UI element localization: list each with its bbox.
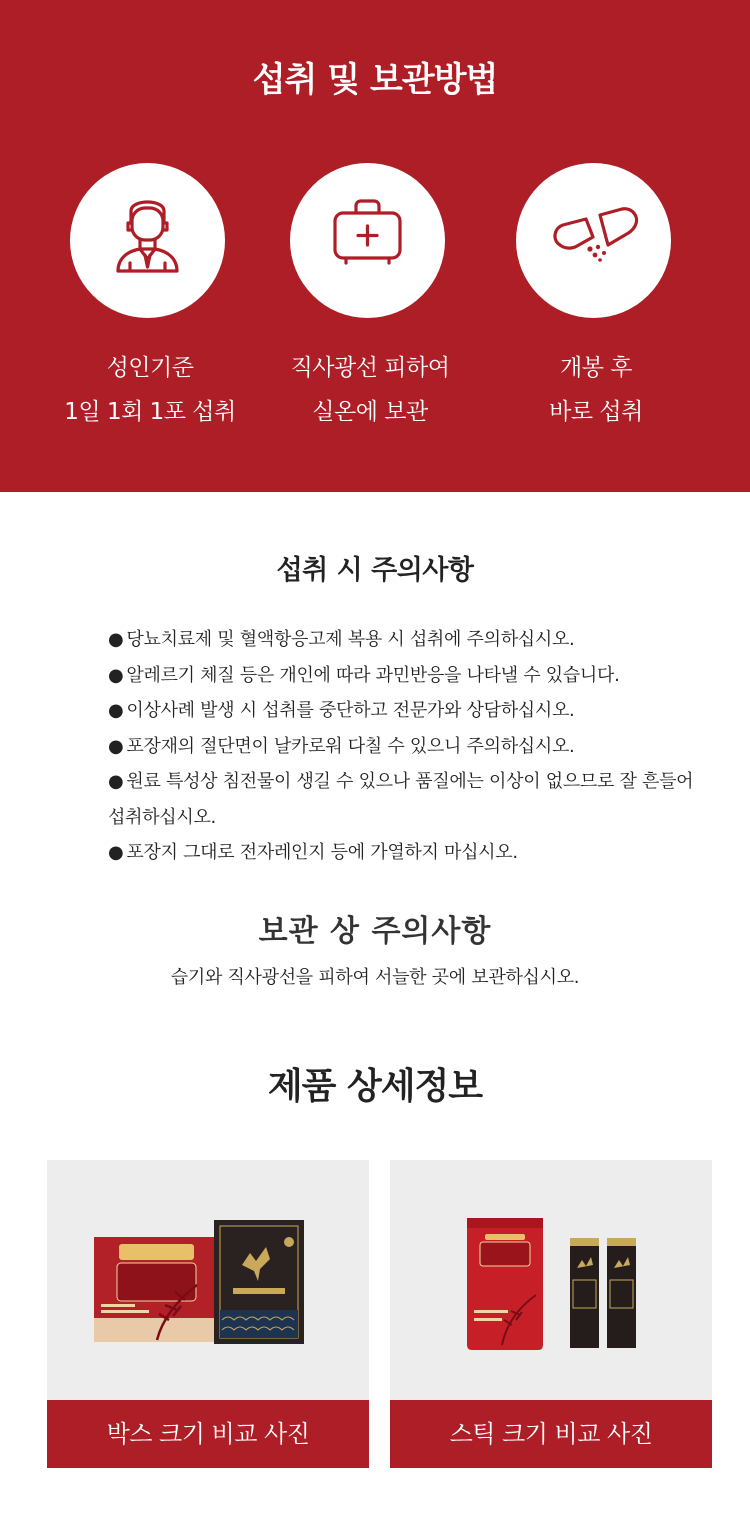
usage-title: 섭취 및 보관방법 [252,60,498,100]
usage-item-person [70,163,225,318]
product-card-box [47,1160,369,1468]
storage-title: 보관 상 주의사항 [258,914,492,949]
usage-item-kit [290,163,445,318]
caution-item: ● 원료 특성상 침전물이 생길 수 있으나 품질에는 이상이 없으므로 잘 흔들어 섭취하십시오. [108,764,698,835]
card-label: 스틱 크기 비교 사진 [390,1400,712,1468]
broken-capsule-icon [516,163,671,318]
caution-list [108,622,698,871]
usage-caption-capsule [481,346,711,434]
usage-item-capsule [516,163,671,318]
caution-item: ● 당뇨치료제 및 혈액항응고제 복용 시 섭취에 주의하십시오. [108,622,698,658]
storage-text: 습기와 직사광선을 피하여 서늘한 곳에 보관하십시오. [170,967,580,988]
usage-caption-line2: 1일 1회 1포 섭취 [64,399,236,425]
caution-item: ● 포장지 그대로 전자레인지 등에 가열하지 마십시오. [108,835,698,871]
usage-caption-line1: 직사광선 피하여 [290,355,450,381]
usage-caption-kit [255,346,485,434]
caution-item: ● 포장재의 절단면이 날카로워 다칠 수 있으니 주의하십시오. [108,729,698,765]
usage-caption-line2: 바로 섭취 [549,399,643,425]
caution-item: ● 알레르기 체질 등은 개인에 따라 과민반응을 나타낼 수 있습니다. [108,658,698,694]
product-card-stick [390,1160,712,1468]
usage-caption-line2: 실온에 보관 [312,399,428,425]
usage-caption-line1: 개봉 후 [560,355,632,381]
caution-title: 섭취 시 주의사항 [276,555,474,586]
detail-title: 제품 상세정보 [267,1066,483,1107]
stick-comparison-photo [390,1160,712,1400]
card-label: 박스 크기 비교 사진 [47,1400,369,1468]
usage-caption-line1: 성인기준 [106,355,194,381]
box-comparison-photo [47,1160,369,1400]
usage-section [0,0,750,492]
caution-item: ● 이상사례 발생 시 섭취를 중단하고 전문가와 상담하십시오. [108,693,698,729]
person-icon [70,163,225,318]
first-aid-kit-icon [290,163,445,318]
usage-caption-person [35,346,265,434]
